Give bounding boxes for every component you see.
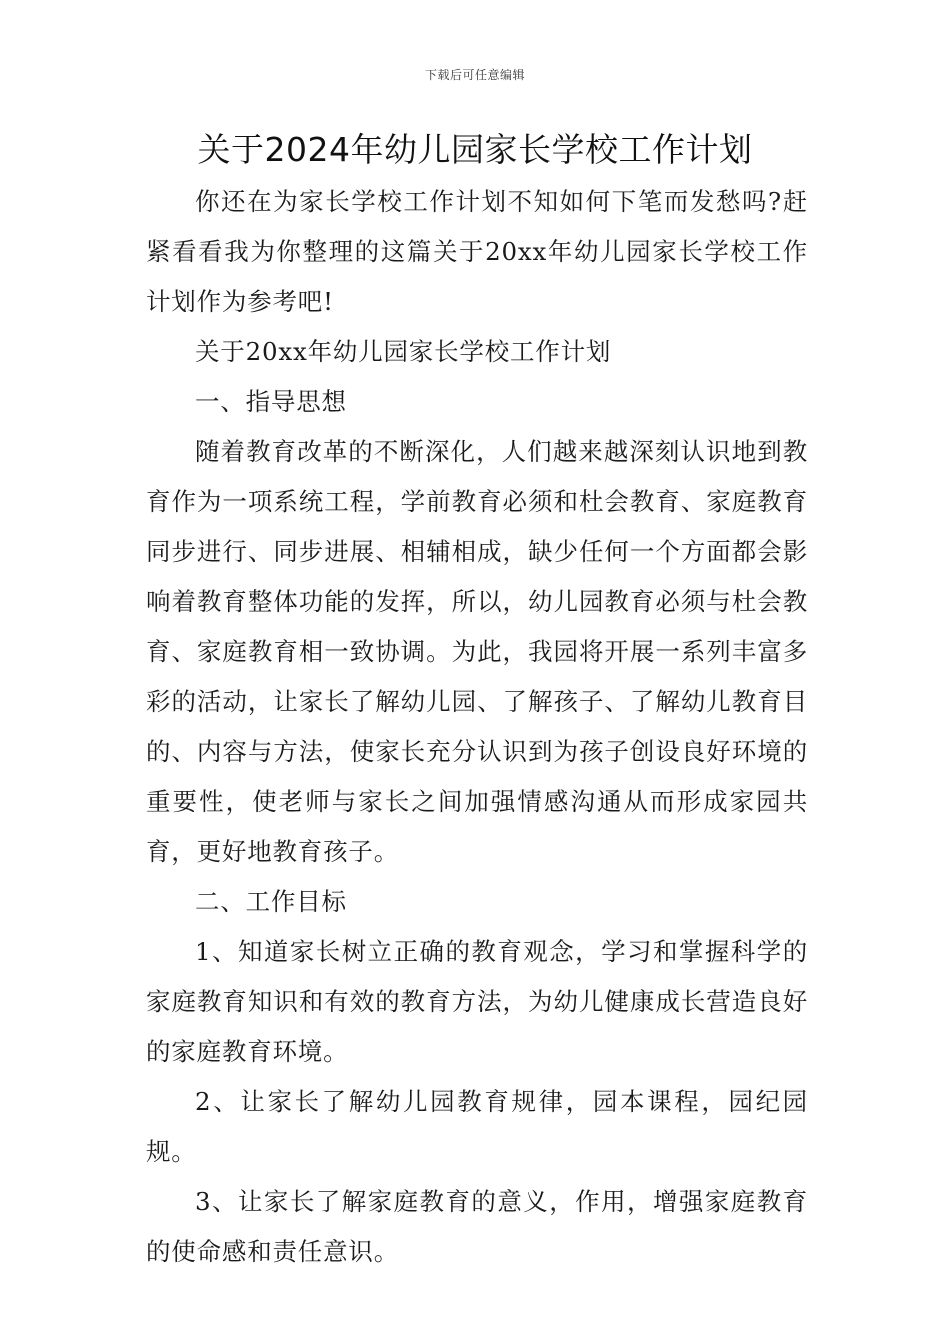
goal-item-3: 3、让家长了解家庭教育的意义，作用，增强家庭教育的使命感和责任意识。 [146, 1187, 808, 1266]
subtitle-paragraph: 关于20xx年幼儿园家长学校工作计划 [195, 337, 612, 366]
header-note: 下载后可任意编辑 [424, 68, 525, 82]
document-body [146, 177, 808, 1277]
guiding-ideology-paragraph: 随着教育改革的不断深化，人们越来越深刻认识地到教育作为一项系统工程，学前教育必须和杜会教育、家庭教育同步进行、同步进展、相辅相成，缺少任何一个方面都会影响着教育整体功能的发挥，所以，幼儿园教育必须与杜会教育、家庭教育相一致协调。为此，我园将开展一系列丰富多彩的活动，让家长了解幼儿园、了解孩子、了解幼儿教育目的、内容与方法，使家长充分认识到为孩子创设良好环境的重要性，使老师与家长之间加强情感沟通从而形成家园共育，更好地教育孩子。 [146, 437, 808, 866]
section-heading-guiding-ideology: 一、指导思想 [195, 387, 347, 416]
goal-item-1: 1、知道家长树立正确的教育观念，学习和掌握科学的家庭教育知识和有效的教育方法，为幼儿健康成长营造良好的家庭教育环境。 [146, 937, 808, 1066]
document-title: 关于2024年幼儿园家长学校工作计划 [197, 130, 753, 169]
section-heading-work-goals: 二、工作目标 [195, 887, 347, 916]
intro-paragraph: 你还在为家长学校工作计划不知如何下笔而发愁吗?赶紧看看我为你整理的这篇关于20xx年幼儿园家长学校工作计划作为参考吧! [146, 187, 808, 316]
goal-item-2: 2、让家长了解幼儿园教育规律，园本课程，园纪园规。 [146, 1087, 808, 1166]
